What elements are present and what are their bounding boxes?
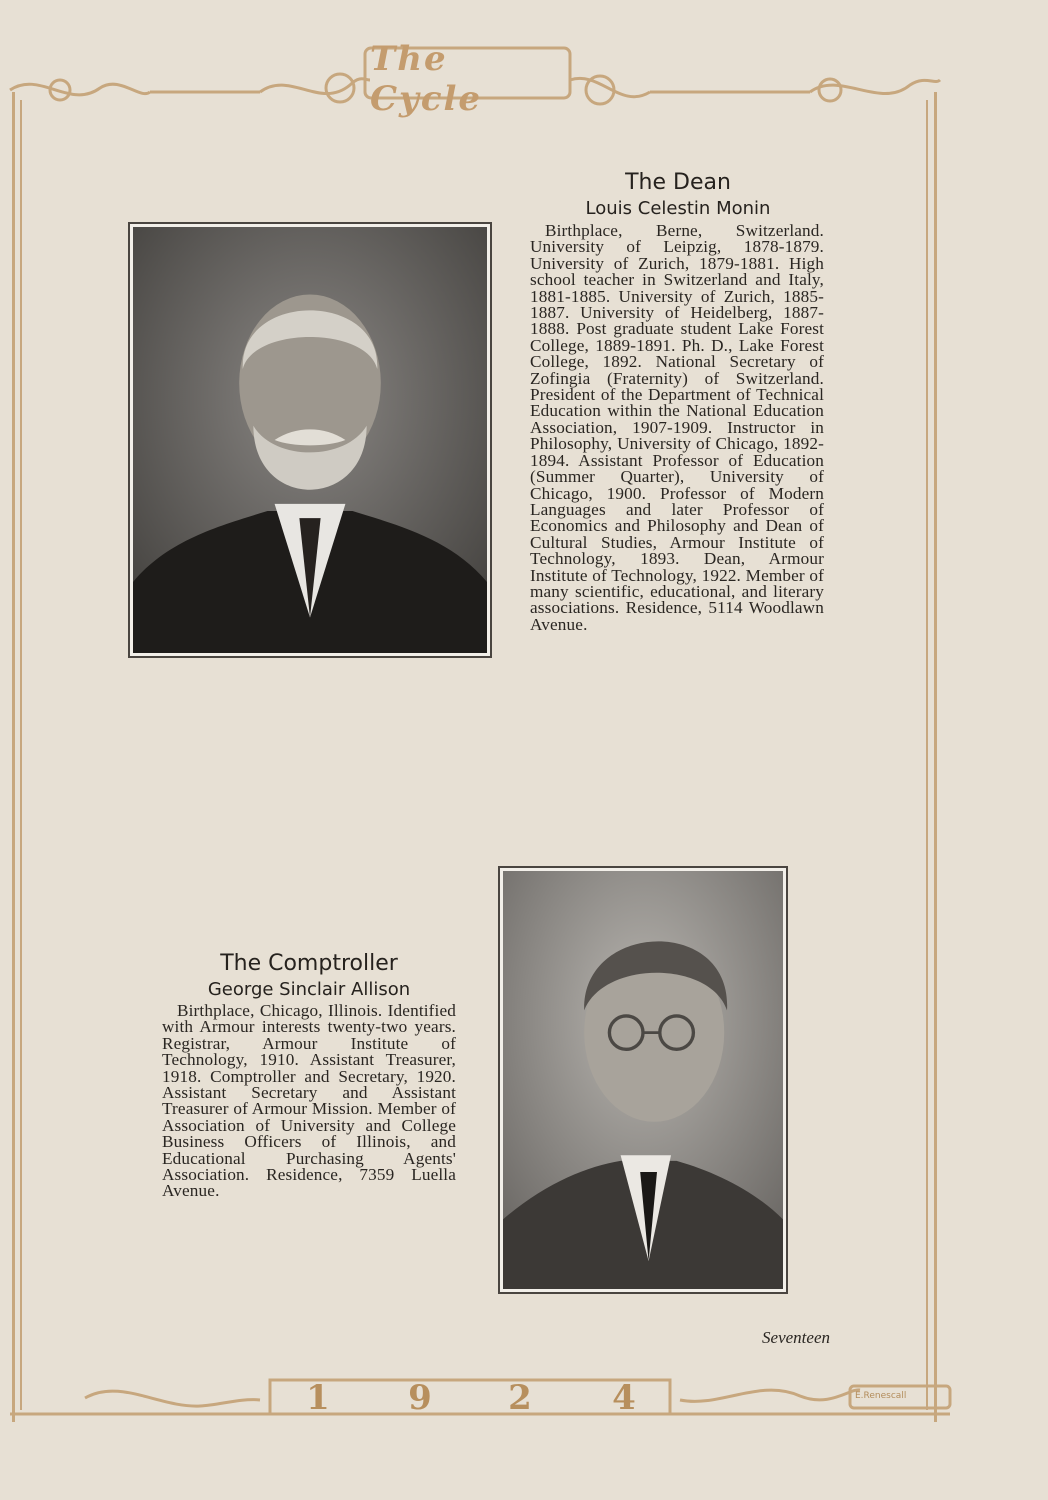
year-digit-1: 1: [306, 1378, 330, 1418]
comptroller-biography: Birthplace, Chicago, Illinois. Identified with Armour interests twenty-two years. Registrar, Armour Institute of Technology, 1910. Assistant Treasurer, 1918. Comptroller and Secretary, 1920. Assistant Secretary and Assistant Treasurer of Armour Mission. Member of Association of University and College Business Officers of Illinois, and Educational Purchasing Agents' Association. Residence, 7359 Luella Avenue.: [162, 1001, 456, 1201]
dean-section-title: The Dean: [625, 170, 731, 195]
dean-name: Louis Celestin Monin: [585, 198, 771, 219]
year-digit-4: 4: [612, 1378, 636, 1418]
frame-left-border-inner: [20, 100, 22, 1410]
artist-signature: E.Renescall: [855, 1391, 907, 1401]
comptroller-section-title: The Comptroller: [220, 951, 398, 976]
yearbook-title-logo: The Cycle: [370, 39, 483, 119]
comptroller-name: George Sinclair Allison: [207, 979, 411, 1000]
dean-biography: Birthplace, Berne, Switzerland. University of Leipzig, 1878-1879. University of Zurich, 1879-1881. High school teacher in Switzerland and Italy, 1881-1885. University of Zurich, 1885-1887. University of Heidelberg, 1887-1888. Post graduate student Lake Forest College, 1889-1891. Ph. D., Lake Forest College, 1892. National Secretary of Zofingia (Fraternity) of Switzerland. President of the Department of Technical Education within the National Education Association, 1907-1909. Instructor in Philosophy, University of Chicago, 1892-1894. Assistant Professor of Education (Summer Quarter), University of Chicago, 1900. Professor of Modern Languages and later Professor of Economics and Philosophy and Dean of Cultural Studies, Armour Institute of Technology, 1893. Dean, Armour Institute of Technology, 1922. Member of many scientific, educational, and literary associations. Residence, 5114 Woodlawn Avenue.: [530, 221, 824, 634]
frame-right-border: [934, 92, 937, 1422]
year-digit-2: 9: [408, 1378, 432, 1418]
frame-left-border: [12, 92, 15, 1422]
page-number: Seventeen: [762, 1328, 830, 1347]
frame-right-border-inner: [926, 100, 928, 1410]
dean-portrait-photo: [128, 222, 492, 658]
year-digit-3: 2: [508, 1378, 532, 1418]
comptroller-portrait-photo: [498, 866, 788, 1294]
